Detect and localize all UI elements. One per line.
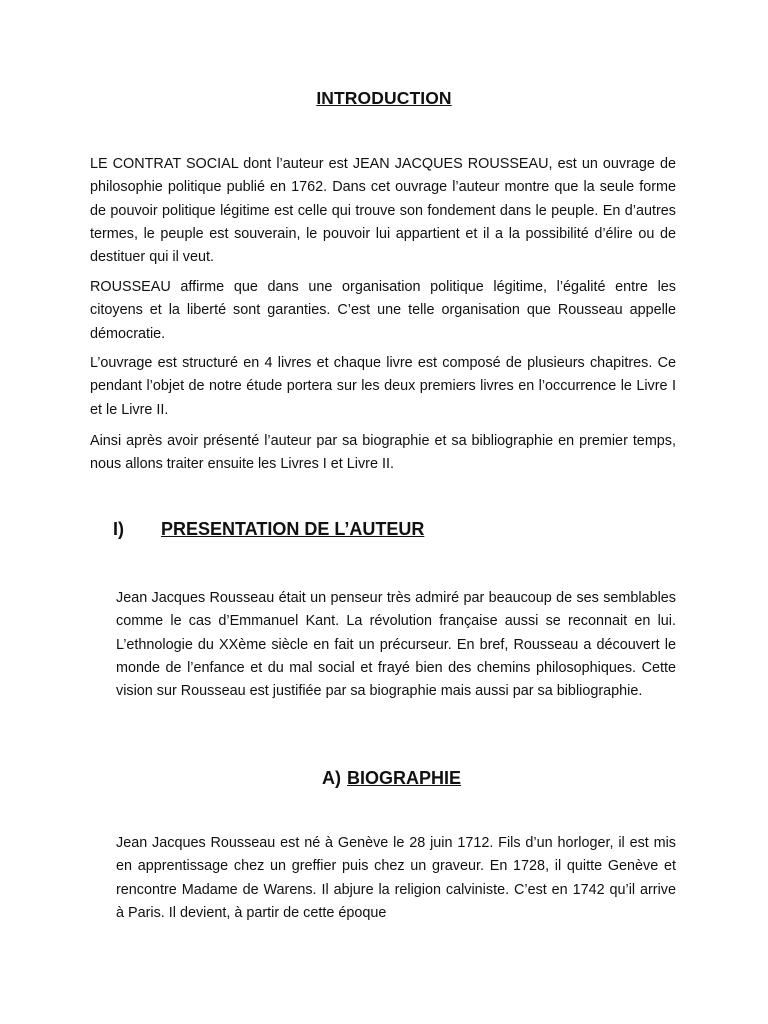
subsection-number: A) [322, 768, 341, 788]
intro-paragraph-3: L’ouvrage est structuré en 4 livres et chaque livre est composé de plusieurs chapitres. Ce pendant l’objet de notre étude portera sur les deux premiers livres en l’occurrence le Livre I et le Livre II. [90, 355, 676, 418]
intro-paragraph-4: Ainsi après avoir présenté l’auteur par sa biographie et sa bibliographie en premier temps, nous allons traiter ensuite les Livres I et Livre II. [90, 433, 676, 473]
section-title: PRESENTATION DE L’AUTEUR [161, 519, 425, 539]
section-heading-biographie [322, 768, 461, 789]
section-number: I) [113, 519, 124, 539]
biographie-paragraph: Jean Jacques Rousseau est né à Genève le 28 juin 1712. Fils d’un horloger, il est mis en apprentissage chez un greffier puis chez un graveur. En 1728, il quitte Genève et rencontre Madame de Warens. Il abjure la religion calviniste. C’est en 1742 qu’il arrive à Paris. Il devient, à partir de cette époque [116, 835, 676, 921]
subsection-title: BIOGRAPHIE [347, 768, 462, 788]
intro-paragraph-1: LE CONTRAT SOCIAL dont l’auteur est JEAN JACQUES ROUSSEAU, est un ouvrage de philosophie politique publié en 1762. Dans cet ouvrage l’auteur montre que la seule forme de pouvoir politique légitime est celle qui trouve son fondement dans le peuple. En d’autres termes, le peuple est souverain, le pouvoir lui appartient et il a la possibilité d’élire ou de destituer qui il veut. [90, 156, 676, 266]
presentation-paragraph: Jean Jacques Rousseau était un penseur très admiré par beaucoup de ses semblables comme le cas d’Emmanuel Kant. La révolution française aussi se reconnait en lui. L’ethnologie du XXème siècle en fait un précurseur. En bref, Rousseau a découvert le monde de l’enfance et du mal social et frayé bien des chemins philosophiques. Cette vision sur Rousseau est justifiée par sa biographie mais aussi par sa bibliographie. [116, 590, 676, 700]
page-title: INTRODUCTION [316, 88, 452, 108]
intro-paragraph-2: ROUSSEAU affirme que dans une organisation politique légitime, l’égalité entre les citoyens et la liberté sont garanties. C’est une telle organisation que Rousseau appelle démocratie. [90, 279, 676, 342]
section-heading-presentation [113, 519, 424, 540]
